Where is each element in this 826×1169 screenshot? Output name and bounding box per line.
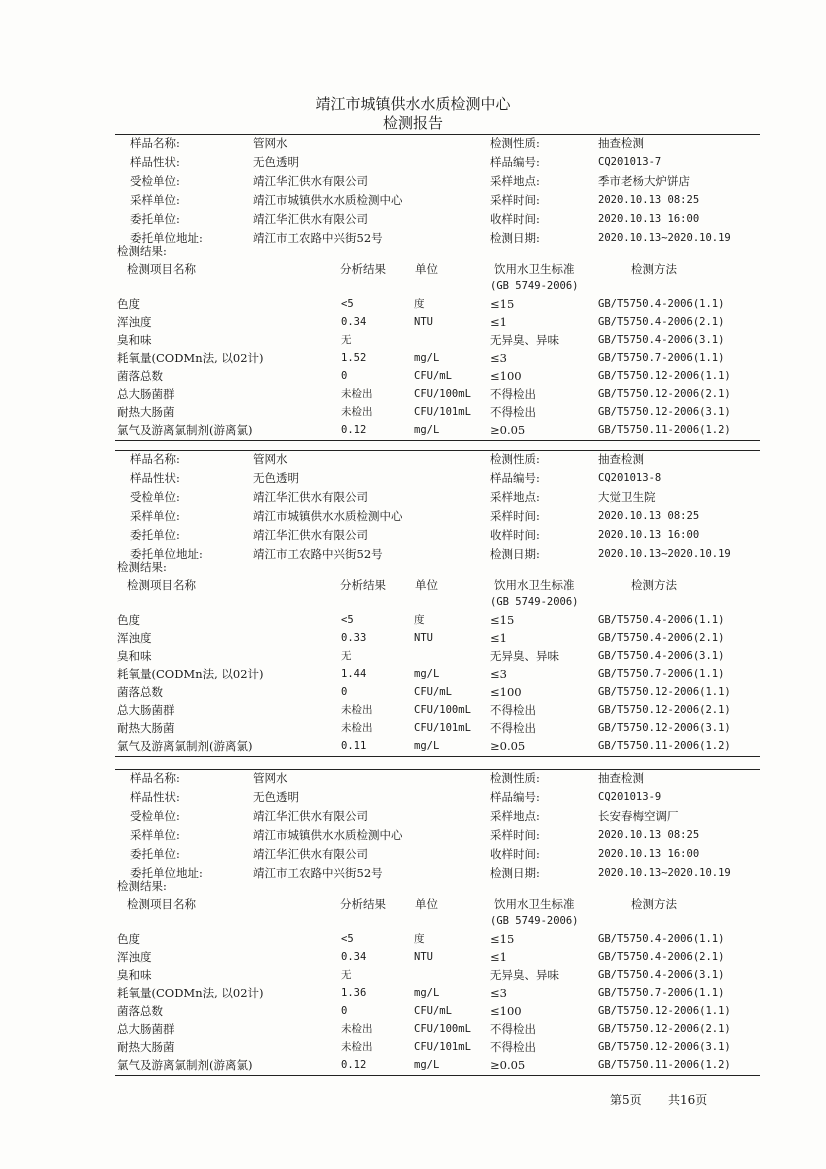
section-top-rule — [115, 769, 760, 770]
cell-standard: ≤100 — [490, 685, 522, 699]
col-header-standard-ref: (GB 5749-2006) — [490, 280, 579, 292]
cell-result: 无 — [341, 969, 352, 981]
cell-method: GB/T5750.12-2006(2.1) — [598, 1023, 731, 1035]
cell-standard: 不得检出 — [490, 387, 536, 401]
receive-time-value: 2020.10.13 16:00 — [598, 529, 700, 541]
cell-standard: 不得检出 — [490, 1022, 536, 1036]
client-address-label: 委托单位地址: — [130, 547, 203, 561]
sampling-unit-label: 采样单位: — [130, 828, 180, 842]
col-header-item: 检测项目名称 — [127, 897, 196, 911]
test-nature-label: 检测性质: — [490, 771, 540, 785]
col-header-unit: 单位 — [415, 262, 438, 276]
cell-item: 耐热大肠菌 — [117, 1040, 175, 1054]
cell-unit: CFU/100mL — [414, 1023, 471, 1035]
cell-method: GB/T5750.12-2006(1.1) — [598, 686, 731, 698]
sample-name-value: 管网水 — [253, 771, 288, 785]
results-label: 检测结果: — [117, 244, 167, 258]
client-unit-label: 委托单位: — [130, 212, 180, 226]
cell-item: 总大肠菌群 — [117, 387, 175, 401]
cell-method: GB/T5750.4-2006(3.1) — [598, 650, 725, 662]
cell-item: 氯气及游离氯制剂(游离氯) — [117, 739, 253, 753]
cell-standard: ≤3 — [490, 986, 507, 1000]
col-header-standard: 饮用水卫生标准 — [494, 262, 575, 276]
cell-item: 耗氧量(CODMn法, 以02计) — [117, 351, 264, 365]
cell-method: GB/T5750.4-2006(3.1) — [598, 969, 725, 981]
receive-time-label: 收样时间: — [490, 528, 540, 542]
sample-no-value: CQ201013-9 — [598, 791, 662, 803]
cell-item: 色度 — [117, 297, 140, 311]
cell-standard: ≤1 — [490, 631, 507, 645]
cell-unit: 度 — [414, 298, 425, 310]
sampling-unit-label: 采样单位: — [130, 193, 180, 207]
sample-traits-value: 无色透明 — [253, 155, 299, 169]
cell-method: GB/T5750.4-2006(2.1) — [598, 316, 725, 328]
col-header-unit: 单位 — [415, 578, 438, 592]
col-header-method: 检测方法 — [631, 262, 677, 276]
cell-standard: ≥0.05 — [490, 423, 526, 437]
client-unit-value: 靖江华汇供水有限公司 — [253, 212, 368, 226]
cell-result: 未检出 — [341, 406, 373, 418]
section-bottom-rule — [115, 756, 760, 757]
cell-item: 氯气及游离氯制剂(游离氯) — [117, 423, 253, 437]
col-header-result: 分析结果 — [340, 262, 386, 276]
cell-standard: ≤100 — [490, 1004, 522, 1018]
cell-standard: 无异臭、异味 — [490, 649, 559, 663]
sampling-time-value: 2020.10.13 08:25 — [598, 829, 700, 841]
sampling-time-label: 采样时间: — [490, 193, 540, 207]
cell-result: 1.44 — [341, 668, 367, 680]
sample-traits-value: 无色透明 — [253, 471, 299, 485]
col-header-standard: 饮用水卫生标准 — [494, 578, 575, 592]
cell-standard: ≥0.05 — [490, 1058, 526, 1072]
cell-result: 未检出 — [341, 704, 373, 716]
sample-name-value: 管网水 — [253, 452, 288, 466]
cell-unit: mg/L — [414, 424, 440, 436]
cell-item: 浑浊度 — [117, 631, 152, 645]
sample-no-label: 样品编号: — [490, 471, 540, 485]
cell-item: 总大肠菌群 — [117, 703, 175, 717]
sample-traits-label: 样品性状: — [130, 471, 180, 485]
cell-unit: CFU/100mL — [414, 704, 471, 716]
sample-name-value: 管网水 — [253, 136, 288, 150]
cell-result: 未检出 — [341, 388, 373, 400]
cell-unit: NTU — [414, 316, 433, 328]
receive-time-label: 收样时间: — [490, 847, 540, 861]
client-address-value: 靖江市工农路中兴街52号 — [253, 866, 383, 880]
cell-unit: NTU — [414, 632, 433, 644]
cell-result: 0.12 — [341, 1059, 367, 1071]
receive-time-label: 收样时间: — [490, 212, 540, 226]
sampling-unit-label: 采样单位: — [130, 509, 180, 523]
cell-result: <5 — [341, 298, 354, 310]
cell-unit: 度 — [414, 614, 425, 626]
section-bottom-rule — [115, 440, 760, 441]
cell-item: 耗氧量(CODMn法, 以02计) — [117, 986, 264, 1000]
test-date-value: 2020.10.13~2020.10.19 — [598, 232, 731, 244]
test-nature-value: 抽查检测 — [598, 452, 644, 466]
col-header-standard-ref: (GB 5749-2006) — [490, 915, 579, 927]
cell-item: 臭和味 — [117, 333, 152, 347]
cell-item: 色度 — [117, 932, 140, 946]
cell-method: GB/T5750.4-2006(2.1) — [598, 951, 725, 963]
cell-item: 耗氧量(CODMn法, 以02计) — [117, 667, 264, 681]
cell-item: 菌落总数 — [117, 685, 163, 699]
sampling-time-label: 采样时间: — [490, 509, 540, 523]
page-number: 第5页 — [610, 1093, 642, 1107]
sampling-site-label: 采样地点: — [490, 809, 540, 823]
results-label: 检测结果: — [117, 879, 167, 893]
sampling-time-value: 2020.10.13 08:25 — [598, 194, 700, 206]
inspected-unit-label: 受检单位: — [130, 809, 180, 823]
cell-unit: CFU/101mL — [414, 722, 471, 734]
cell-unit: CFU/100mL — [414, 388, 471, 400]
page-total: 共16页 — [668, 1093, 708, 1107]
col-header-method: 检测方法 — [631, 578, 677, 592]
cell-item: 臭和味 — [117, 968, 152, 982]
cell-method: GB/T5750.4-2006(3.1) — [598, 334, 725, 346]
sampling-site-label: 采样地点: — [490, 490, 540, 504]
test-date-value: 2020.10.13~2020.10.19 — [598, 548, 731, 560]
cell-item: 菌落总数 — [117, 369, 163, 383]
cell-method: GB/T5750.4-2006(2.1) — [598, 632, 725, 644]
cell-standard: ≤15 — [490, 932, 515, 946]
cell-method: GB/T5750.11-2006(1.2) — [598, 1059, 731, 1071]
cell-unit: mg/L — [414, 987, 440, 999]
sampling-time-label: 采样时间: — [490, 828, 540, 842]
cell-result: 0.33 — [341, 632, 367, 644]
cell-item: 浑浊度 — [117, 315, 152, 329]
inspected-unit-value: 靖江华汇供水有限公司 — [253, 174, 368, 188]
cell-unit: CFU/101mL — [414, 406, 471, 418]
cell-item: 氯气及游离氯制剂(游离氯) — [117, 1058, 253, 1072]
cell-standard: 不得检出 — [490, 1040, 536, 1054]
receive-time-value: 2020.10.13 16:00 — [598, 848, 700, 860]
cell-method: GB/T5750.4-2006(1.1) — [598, 298, 725, 310]
cell-unit: 度 — [414, 933, 425, 945]
col-header-result: 分析结果 — [340, 578, 386, 592]
cell-unit: mg/L — [414, 1059, 440, 1071]
sample-traits-label: 样品性状: — [130, 155, 180, 169]
cell-standard: ≤1 — [490, 315, 507, 329]
sampling-unit-value: 靖江市城镇供水水质检测中心 — [253, 828, 403, 842]
sample-name-label: 样品名称: — [130, 452, 180, 466]
cell-method: GB/T5750.7-2006(1.1) — [598, 987, 725, 999]
inspected-unit-label: 受检单位: — [130, 174, 180, 188]
report-title: 检测报告 — [382, 114, 443, 132]
test-date-label: 检测日期: — [490, 866, 540, 880]
cell-unit: CFU/mL — [414, 370, 452, 382]
cell-item: 浑浊度 — [117, 950, 152, 964]
sampling-unit-value: 靖江市城镇供水水质检测中心 — [253, 193, 403, 207]
sampling-time-value: 2020.10.13 08:25 — [598, 510, 700, 522]
cell-unit: CFU/mL — [414, 686, 452, 698]
test-date-label: 检测日期: — [490, 231, 540, 245]
section-top-rule — [115, 134, 760, 135]
cell-item: 耐热大肠菌 — [117, 405, 175, 419]
cell-result: 0.34 — [341, 951, 367, 963]
cell-standard: ≥0.05 — [490, 739, 526, 753]
cell-standard: ≤1 — [490, 950, 507, 964]
cell-method: GB/T5750.11-2006(1.2) — [598, 424, 731, 436]
inspected-unit-value: 靖江华汇供水有限公司 — [253, 490, 368, 504]
cell-result: 无 — [341, 334, 352, 346]
sampling-site-value: 季市老杨大炉饼店 — [598, 174, 690, 188]
cell-result: 未检出 — [341, 722, 373, 734]
test-date-label: 检测日期: — [490, 547, 540, 561]
sample-name-label: 样品名称: — [130, 136, 180, 150]
receive-time-value: 2020.10.13 16:00 — [598, 213, 700, 225]
cell-method: GB/T5750.7-2006(1.1) — [598, 352, 725, 364]
cell-standard: ≤3 — [490, 351, 507, 365]
col-header-standard-ref: (GB 5749-2006) — [490, 596, 579, 608]
cell-method: GB/T5750.4-2006(1.1) — [598, 933, 725, 945]
cell-result: 0 — [341, 686, 348, 698]
cell-item: 臭和味 — [117, 649, 152, 663]
cell-item: 总大肠菌群 — [117, 1022, 175, 1036]
cell-standard: ≤100 — [490, 369, 522, 383]
cell-result: 1.52 — [341, 352, 367, 364]
sample-no-value: CQ201013-7 — [598, 156, 662, 168]
test-nature-value: 抽查检测 — [598, 136, 644, 150]
cell-result: 0 — [341, 370, 348, 382]
cell-standard: 无异臭、异味 — [490, 333, 559, 347]
report-org-title: 靖江市城镇供水水质检测中心 — [315, 95, 511, 113]
cell-standard: ≤3 — [490, 667, 507, 681]
cell-method: GB/T5750.12-2006(3.1) — [598, 722, 731, 734]
cell-result: <5 — [341, 614, 354, 626]
cell-standard: 不得检出 — [490, 703, 536, 717]
cell-method: GB/T5750.12-2006(3.1) — [598, 1041, 731, 1053]
inspected-unit-label: 受检单位: — [130, 490, 180, 504]
sample-traits-value: 无色透明 — [253, 790, 299, 804]
client-address-label: 委托单位地址: — [130, 231, 203, 245]
col-header-standard: 饮用水卫生标准 — [494, 897, 575, 911]
client-unit-value: 靖江华汇供水有限公司 — [253, 528, 368, 542]
cell-standard: 不得检出 — [490, 721, 536, 735]
sampling-unit-value: 靖江市城镇供水水质检测中心 — [253, 509, 403, 523]
col-header-method: 检测方法 — [631, 897, 677, 911]
client-unit-label: 委托单位: — [130, 847, 180, 861]
sample-traits-label: 样品性状: — [130, 790, 180, 804]
cell-method: GB/T5750.11-2006(1.2) — [598, 740, 731, 752]
cell-standard: ≤15 — [490, 297, 515, 311]
sampling-site-value: 大觉卫生院 — [598, 490, 656, 504]
test-nature-value: 抽查检测 — [598, 771, 644, 785]
cell-method: GB/T5750.12-2006(1.1) — [598, 1005, 731, 1017]
cell-result: 无 — [341, 650, 352, 662]
cell-unit: mg/L — [414, 668, 440, 680]
cell-method: GB/T5750.7-2006(1.1) — [598, 668, 725, 680]
client-unit-value: 靖江华汇供水有限公司 — [253, 847, 368, 861]
cell-item: 色度 — [117, 613, 140, 627]
cell-unit: CFU/mL — [414, 1005, 452, 1017]
col-header-item: 检测项目名称 — [127, 262, 196, 276]
col-header-unit: 单位 — [415, 897, 438, 911]
sampling-site-label: 采样地点: — [490, 174, 540, 188]
cell-method: GB/T5750.12-2006(1.1) — [598, 370, 731, 382]
sample-name-label: 样品名称: — [130, 771, 180, 785]
cell-standard: 无异臭、异味 — [490, 968, 559, 982]
cell-unit: NTU — [414, 951, 433, 963]
inspected-unit-value: 靖江华汇供水有限公司 — [253, 809, 368, 823]
sampling-site-value: 长安春梅空调厂 — [598, 809, 679, 823]
cell-standard: 不得检出 — [490, 405, 536, 419]
cell-result: 0 — [341, 1005, 348, 1017]
col-header-item: 检测项目名称 — [127, 578, 196, 592]
test-nature-label: 检测性质: — [490, 452, 540, 466]
cell-result: 未检出 — [341, 1041, 373, 1053]
cell-result: 未检出 — [341, 1023, 373, 1035]
cell-result: <5 — [341, 933, 354, 945]
cell-item: 菌落总数 — [117, 1004, 163, 1018]
cell-unit: CFU/101mL — [414, 1041, 471, 1053]
section-bottom-rule — [115, 1075, 760, 1076]
client-unit-label: 委托单位: — [130, 528, 180, 542]
cell-method: GB/T5750.12-2006(2.1) — [598, 388, 731, 400]
test-nature-label: 检测性质: — [490, 136, 540, 150]
sample-no-label: 样品编号: — [490, 790, 540, 804]
client-address-value: 靖江市工农路中兴街52号 — [253, 547, 383, 561]
sample-no-label: 样品编号: — [490, 155, 540, 169]
cell-unit: mg/L — [414, 740, 440, 752]
cell-result: 0.12 — [341, 424, 367, 436]
results-label: 检测结果: — [117, 560, 167, 574]
cell-item: 耐热大肠菌 — [117, 721, 175, 735]
cell-standard: ≤15 — [490, 613, 515, 627]
cell-method: GB/T5750.12-2006(3.1) — [598, 406, 731, 418]
client-address-label: 委托单位地址: — [130, 866, 203, 880]
cell-result: 0.34 — [341, 316, 367, 328]
client-address-value: 靖江市工农路中兴街52号 — [253, 231, 383, 245]
cell-result: 1.36 — [341, 987, 367, 999]
cell-method: GB/T5750.12-2006(2.1) — [598, 704, 731, 716]
test-date-value: 2020.10.13~2020.10.19 — [598, 867, 731, 879]
sample-no-value: CQ201013-8 — [598, 472, 662, 484]
cell-unit: mg/L — [414, 352, 440, 364]
cell-result: 0.11 — [341, 740, 367, 752]
cell-method: GB/T5750.4-2006(1.1) — [598, 614, 725, 626]
section-top-rule — [115, 450, 760, 451]
col-header-result: 分析结果 — [340, 897, 386, 911]
